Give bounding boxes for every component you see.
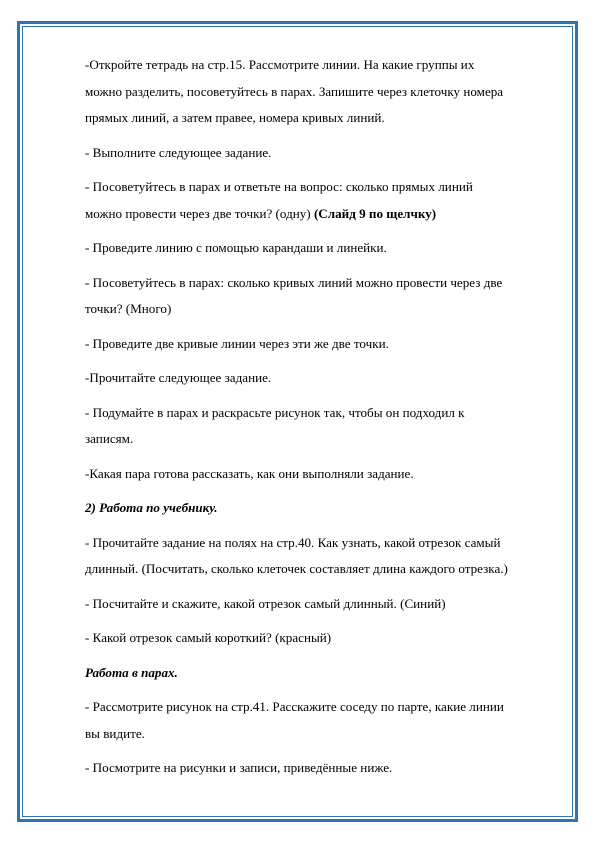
paragraph-which-pair — [85, 461, 545, 488]
text-line: можно провести через две точки? (одну) — [85, 205, 314, 221]
text-line: - Посоветуйтесь в парах: сколько кривых линий можно провести через две — [85, 274, 503, 290]
text-line: -Какая пара готова рассказать, как они выполняли задание. — [85, 465, 414, 481]
paragraph-read-next-task — [85, 365, 545, 392]
paragraph-read-margin-task — [85, 530, 545, 583]
text-line: - Проведите две кривые линии через эти же две точки. — [85, 335, 389, 351]
text-line: записям. — [85, 431, 134, 446]
paragraph-draw-curves — [85, 331, 545, 358]
text-line: точки? (Много) — [85, 301, 172, 316]
document-body — [85, 52, 545, 790]
text-line: -Откройте тетрадь на стр.15. Рассмотрите линии. На какие группы их — [85, 57, 475, 72]
text-line: прямых линий, а затем правее, номера кривых линий. — [85, 110, 385, 125]
paragraph-do-task — [85, 140, 545, 167]
text-line: можно разделить, посоветуйтесь в парах. Запишите через клеточку номера — [85, 83, 504, 99]
paragraph-look-at-picture — [85, 694, 545, 747]
text-line: - Прочитайте задание на полях на стр.40. Как узнать, какой отрезок самый — [85, 534, 501, 550]
paragraph-draw-line — [85, 235, 545, 262]
text-line: длинный. (Посчитать, сколько клеточек составляет длина каждого отрезка.) — [85, 561, 508, 576]
text-line: - Посчитайте и скажите, какой отрезок самый длинный. (Синий) — [85, 595, 446, 611]
text-line: -Прочитайте следующее задание. — [85, 370, 272, 385]
paragraph-straight-lines-question — [85, 174, 545, 227]
text-line: - Выполните следующее задание. — [85, 144, 272, 160]
text-line: - Посмотрите на рисунки и записи, приведённые ниже. — [85, 760, 393, 775]
paragraph-color-picture — [85, 400, 545, 453]
section-heading-pair-work: Работа в парах. — [85, 664, 178, 680]
text-line: - Какой отрезок самый короткий? (красный) — [85, 630, 332, 645]
text-line: - Проведите линию с помощью карандаши и линейки. — [85, 240, 387, 255]
text-line: - Рассмотрите рисунок на стр.41. Расскажите соседу по парте, какие линии — [85, 699, 504, 714]
text-line: вы видите. — [85, 725, 145, 741]
section-heading-textbook: 2) Работа по учебнику. — [85, 500, 218, 515]
paragraph-look-at-drawings — [85, 755, 545, 782]
paragraph-curved-lines-question — [85, 270, 545, 323]
paragraph-shortest-segment — [85, 625, 545, 652]
slide-note: (Слайд 9 по щелчку) — [313, 205, 437, 221]
paragraph-longest-segment — [85, 591, 545, 618]
text-line: - Посоветуйтесь в парах и ответьте на вопрос: сколько прямых линий — [85, 179, 473, 194]
paragraph-open-notebook — [85, 52, 545, 132]
text-line: - Подумайте в парах и раскрасьте рисунок так, чтобы он подходил к — [85, 404, 465, 420]
